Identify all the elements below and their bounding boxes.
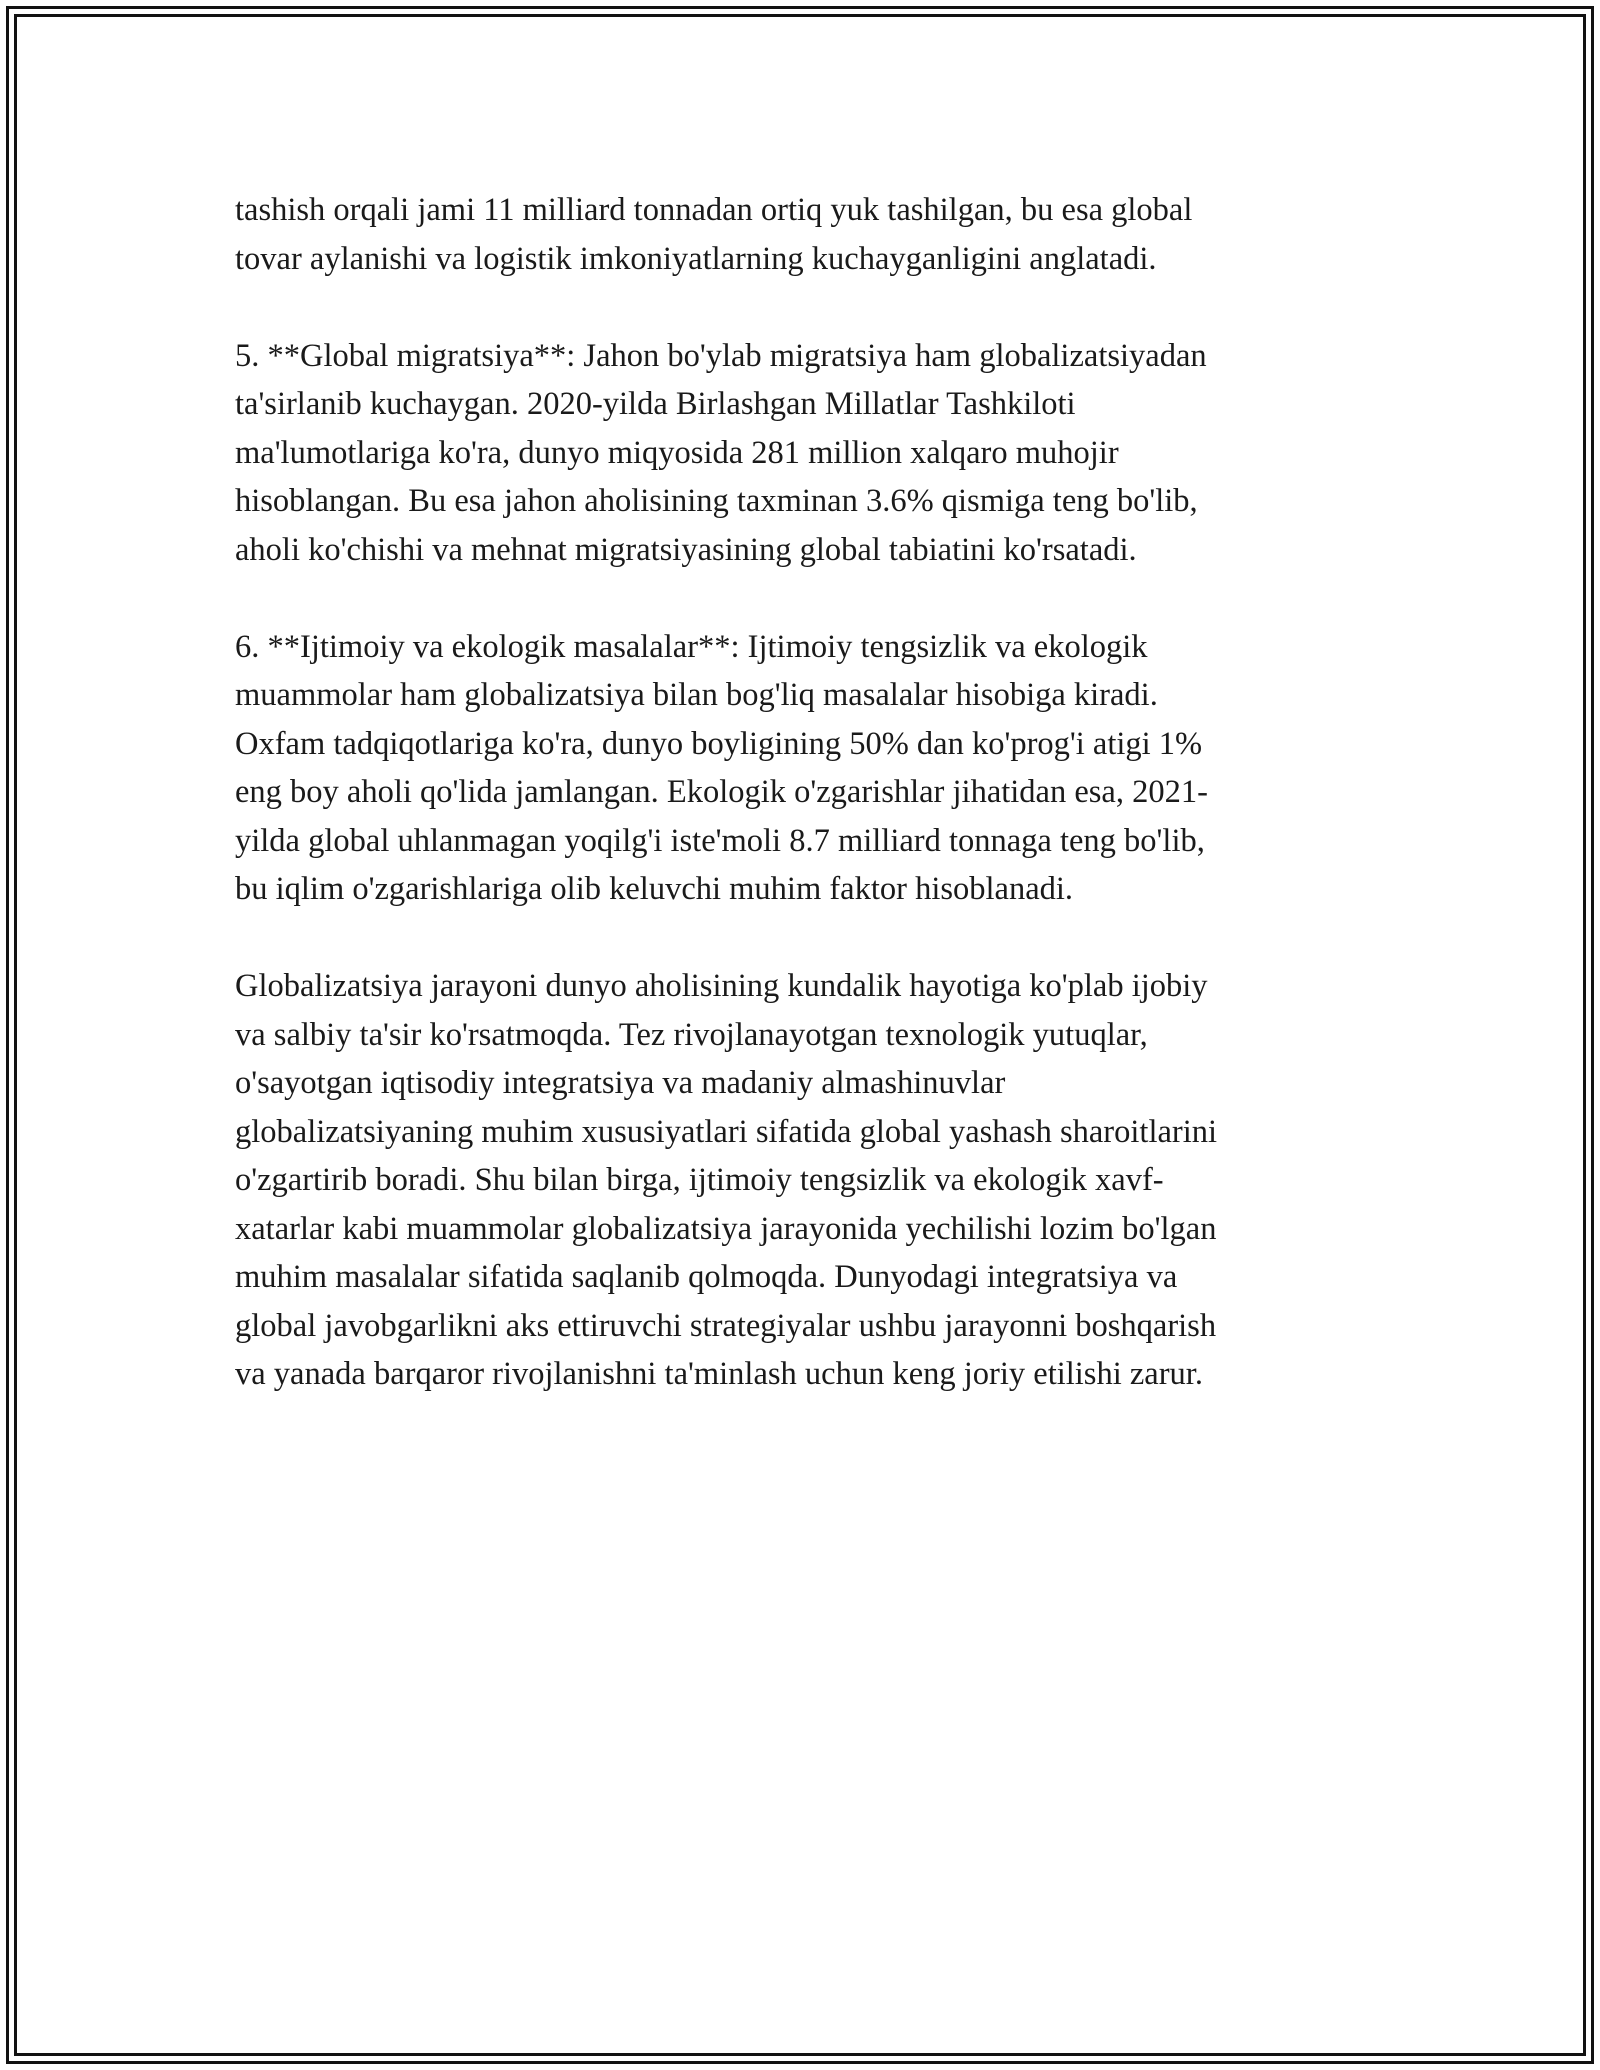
text-line: 6. **Ijtimoiy va ekologik masalalar**: Ijtimoiy tengsizlik va ekologik — [235, 628, 1148, 665]
text-line: xatarlar kabi muammolar globalizatsiya jarayonida yechilishi lozim bo'lgan — [235, 1210, 1217, 1247]
document-body — [235, 186, 1375, 1399]
paragraph-social-ecological — [235, 623, 1375, 914]
text-line: global javobgarlikni aks ettiruvchi strategiyalar ushbu jarayonni boshqarish — [235, 1307, 1217, 1344]
text-line: tovar aylanishi va logistik imkoniyatlarning kuchayganligini anglatadi. — [235, 240, 1157, 277]
text-line: globalizatsiyaning muhim xususiyatlari sifatida global yashash sharoitlarini — [235, 1113, 1218, 1150]
text-line: aholi ko'chishi va mehnat migratsiyasining global tabiatini ko'rsatadi. — [235, 531, 1137, 568]
text-line: Oxfam tadqiqotlariga ko'ra, dunyo boyligining 50% dan ko'prog'i atigi 1% — [235, 725, 1203, 762]
text-line: muammolar ham globalizatsiya bilan bog'liq masalalar hisobiga kiradi. — [235, 677, 1158, 713]
text-line: hisoblangan. Bu esa jahon aholisining taxminan 3.6% qismiga teng bo'lib, — [235, 483, 1198, 519]
text-line: 5. **Global migratsiya**: Jahon bo'ylab migratsiya ham globalizatsiyadan — [235, 337, 1207, 374]
paragraph-conclusion — [235, 962, 1375, 1399]
text-line: va salbiy ta'sir ko'rsatmoqda. Tez rivojlanayotgan texnologik yutuqlar, — [235, 1016, 1148, 1053]
paragraph-continuation — [235, 186, 1375, 283]
text-line: yilda global uhlanmagan yoqilg'i iste'moli 8.7 milliard tonnaga teng bo'lib, — [235, 822, 1205, 859]
text-line: ma'lumotlariga ko'ra, dunyo miqyosida 281 million xalqaro muhojir — [235, 434, 1119, 471]
text-line: o'sayotgan iqtisodiy integratsiya va madaniy almashinuvlar — [235, 1065, 1006, 1101]
text-line: tashish orqali jami 11 milliard tonnadan ortiq yuk tashilgan, bu esa global — [235, 192, 1193, 228]
text-line: o'zgartirib boradi. Shu bilan birga, ijtimoiy tengsizlik va ekologik xavf- — [235, 1162, 1164, 1198]
text-line: bu iqlim o'zgarishlariga olib keluvchi muhim faktor hisoblanadi. — [235, 871, 1074, 907]
text-line: Globalizatsiya jarayoni dunyo aholisining kundalik hayotiga ko'plab ijobiy — [235, 968, 1208, 1004]
text-line: va yanada barqaror rivojlanishni ta'minlash uchun keng joriy etilishi zarur. — [235, 1356, 1203, 1392]
paragraph-global-migration — [235, 332, 1375, 575]
text-line: muhim masalalar sifatida saqlanib qolmoqda. Dunyodagi integratsiya va — [235, 1259, 1178, 1295]
text-line: ta'sirlanib kuchaygan. 2020-yilda Birlashgan Millatlar Tashkiloti — [235, 386, 1076, 422]
text-line: eng boy aholi qo'lida jamlangan. Ekologik o'zgarishlar jihatidan esa, 2021- — [235, 774, 1208, 810]
